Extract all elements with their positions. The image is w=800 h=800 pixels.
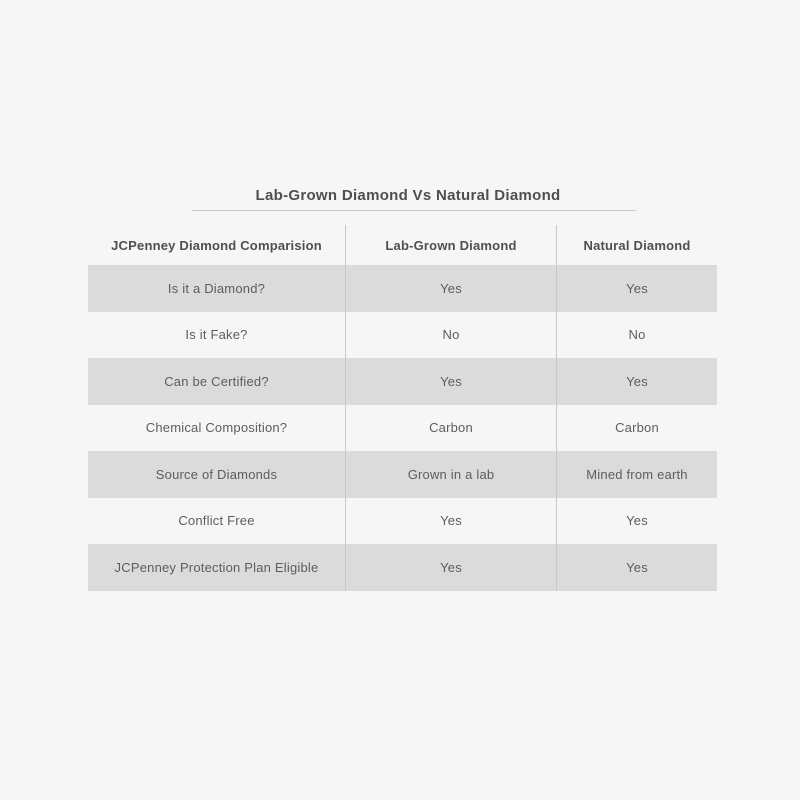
column-header-natural: Natural Diamond bbox=[556, 225, 717, 265]
natural-value: Yes bbox=[556, 498, 717, 545]
row-label: Can be Certified? bbox=[164, 373, 269, 389]
row-label: Chemical Composition? bbox=[145, 420, 288, 436]
lab-grown-value: Yes bbox=[345, 358, 556, 405]
natural-value: Carbon bbox=[556, 405, 717, 452]
natural-value: Yes bbox=[556, 358, 717, 405]
natural-value: Yes bbox=[556, 265, 717, 312]
lab-grown-value: Yes bbox=[345, 498, 556, 545]
lab-grown-value: Yes bbox=[345, 544, 556, 591]
lab-grown-value: Carbon bbox=[345, 405, 556, 452]
table-header-row bbox=[88, 225, 717, 265]
page-title: Lab-Grown Diamond Vs Natural Diamond bbox=[255, 187, 561, 204]
row-label: Is it a Diamond? bbox=[167, 280, 266, 296]
title-divider bbox=[192, 210, 636, 211]
natural-value: Mined from earth bbox=[556, 451, 717, 498]
table-row bbox=[88, 544, 717, 591]
natural-value: Yes bbox=[556, 544, 717, 591]
row-label: Source of Diamonds bbox=[155, 466, 278, 482]
table-row bbox=[88, 265, 717, 312]
natural-value: No bbox=[556, 312, 717, 359]
table-row bbox=[88, 312, 717, 359]
column-header-lab-grown: Lab-Grown Diamond bbox=[345, 225, 556, 265]
row-label: Conflict Free bbox=[178, 513, 255, 529]
table-row bbox=[88, 405, 717, 452]
table-row bbox=[88, 451, 717, 498]
table-row bbox=[88, 498, 717, 545]
lab-grown-value: Yes bbox=[345, 265, 556, 312]
table-row bbox=[88, 358, 717, 405]
comparison-table bbox=[88, 225, 717, 591]
row-label: JCPenney Protection Plan Eligible bbox=[114, 559, 319, 575]
row-label: Is it Fake? bbox=[185, 327, 248, 343]
column-header-comparison: JCPenney Diamond Comparision bbox=[111, 237, 322, 253]
lab-grown-value: Grown in a lab bbox=[345, 451, 556, 498]
lab-grown-value: No bbox=[345, 312, 556, 359]
